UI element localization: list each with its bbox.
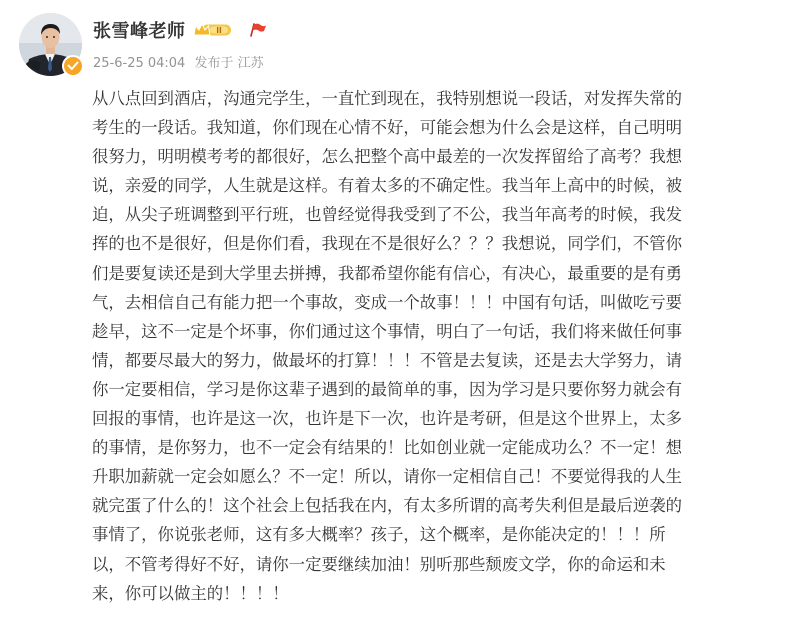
post-header [93,17,267,43]
verified-icon [62,55,84,77]
author-name[interactable]: 张雪峰老师 [93,21,186,42]
flag-icon[interactable] [247,22,267,38]
content-line: 很努力，明明模考考的都很好，怎么把整个高中最差的一次发挥留给了高考？我想 [92,147,683,167]
content-line: 趁早，这不一定是个坏事，你们通过这个事情，明白了一句话，我们将来做任何事 [92,321,683,341]
content-line: 来，你可以做主的！！！！ [92,583,289,603]
post-source: 发布于 江苏 [194,56,264,71]
content-line: 事情了，你说张老师，这有多大概率？孩子，这个概率，是你能决定的！！！所 [92,525,666,545]
vip-crown-icon[interactable] [193,22,233,38]
post-timestamp[interactable]: 25-6-25 04:04 [93,56,186,71]
content-line: 以，不管考得好不好，请你一定要继续加油！别听那些颓废文学，你的命运和未 [92,554,666,574]
content-line: 升职加薪就一定会如愿么？不一定！所以，请你一定相信自己！不要觉得我的人生 [92,467,683,487]
content-line: 们是要复读还是到大学里去拼搏，我都希望你能有信心，有决心，最重要的是有勇 [92,263,683,283]
content-line: 就完蛋了什么的！这个社会上包括我在内，有太多所谓的高考失利但是最后逆袭的 [92,496,683,516]
content-line: 的事情，是你努力，也不一定会有结果的！比如创业就一定能成功么？不一定！想 [92,438,683,458]
content-line: 从八点回到酒店，沟通完学生，一直忙到现在，我特别想说一段话，对发挥失常的 [92,89,683,108]
content-line: 说，亲爱的同学，人生就是这样。有着太多的不确定性。我当年上高中的时候，被 [92,176,683,196]
vip-level-label: II [215,26,222,35]
post-meta [93,52,269,71]
avatar[interactable] [19,13,82,76]
content-line: 气，去相信自己有能力把一个事故，变成一个故事！！！中国有句话，叫做吃亏要 [92,292,683,312]
content-line: 情，都要尽最大的努力，做最坏的打算！！！不管是去复读，还是去大学努力，请 [92,350,683,370]
content-line: 迫，从尖子班调整到平行班，也曾经觉得我受到了不公，我当年高考的时候，我发 [92,205,683,225]
content-line: 挥的也不是很好，但是你们看，我现在不是很好么？？？我想说，同学们，不管你 [92,234,683,254]
content-line: 考生的一段话。我知道，你们现在心情不好，可能会想为什么会是这样，自己明明 [92,118,683,138]
post-content [92,84,772,608]
content-line: 回报的事情，也许是这一次，也许是下一次，也许是考研，但是这个世界上，太多 [92,409,683,429]
content-line: 你一定要相信，学习是你这辈子遇到的最简单的事，因为学习是只要你努力就会有 [92,379,683,399]
